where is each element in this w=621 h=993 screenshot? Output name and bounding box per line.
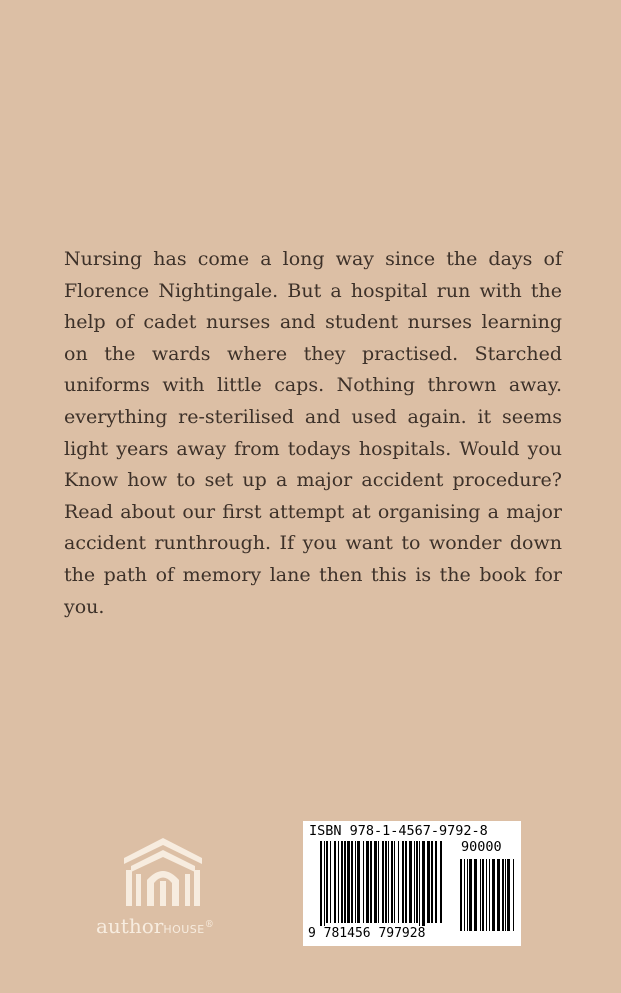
barcode-bar	[324, 841, 325, 931]
wordmark-author: author	[96, 914, 164, 938]
barcode-bar	[502, 859, 504, 931]
back-cover-blurb: Nursing has come a long way since the days of Florence Nightingale. But a hospital run with the help of cadet nurses and student nurses learning on the wards where they practised. Starched uniforms with little caps. Nothing thrown away. everything re-sterilised and used again. it seems light years away from todays hospitals. Would you Know how to set up a major accident procedure? Read about our first attempt at organising a major accident runthrough. If you want to wonder down the path of memory lane then this is the book for you.	[64, 248, 562, 618]
barcode-bar	[338, 841, 339, 923]
barcode-bar	[435, 841, 437, 923]
barcode-bar	[357, 841, 360, 923]
barcode-bar	[414, 841, 415, 923]
wordmark-house: HOUSE	[163, 923, 205, 936]
barcode-bar	[409, 841, 412, 923]
barcode-bar	[347, 841, 350, 923]
publisher-wordmark	[96, 914, 214, 938]
barcode-bar	[398, 841, 399, 923]
barcode-bar	[431, 841, 433, 923]
barcode-bar	[440, 841, 442, 923]
barcode-bar	[480, 859, 481, 931]
barcode-bar	[486, 859, 487, 931]
barcode-bar	[341, 841, 343, 923]
barcode-bar	[326, 841, 328, 923]
barcode-bar	[363, 841, 364, 923]
barcode-bar	[427, 841, 430, 923]
barcode-bar	[460, 859, 462, 931]
barcode-bar	[391, 841, 393, 923]
barcode-bar	[419, 841, 420, 931]
barcode-bar	[507, 859, 510, 931]
price-code: 90000	[461, 839, 502, 855]
barcode-bar	[355, 841, 356, 923]
barcode-bar	[505, 859, 506, 931]
barcode-bar	[334, 841, 336, 923]
barcode-bar	[422, 841, 425, 931]
barcode-bar	[378, 841, 379, 923]
authorhouse-building-icon	[120, 836, 206, 910]
barcode-bar	[388, 841, 389, 923]
barcode-bar	[402, 841, 404, 923]
barcode-bar	[344, 841, 346, 923]
barcode-bar	[416, 841, 418, 923]
barcode-bar	[489, 859, 490, 931]
ean-digits: 9 781456 797928	[308, 926, 426, 941]
barcode-bar	[513, 859, 514, 931]
barcode-bar	[366, 841, 369, 923]
barcode-bar	[330, 841, 331, 923]
barcode-bar	[482, 859, 484, 931]
barcode-bar	[467, 859, 468, 931]
barcode-bar	[320, 841, 322, 931]
isbn-barcode	[303, 821, 521, 946]
barcode-bar	[474, 859, 477, 931]
registered-mark: ®	[204, 920, 214, 930]
barcode-bar	[351, 841, 353, 923]
isbn-label: ISBN 978-1-4567-9792-8	[309, 823, 488, 839]
barcode-bar	[469, 859, 472, 931]
barcode-bar	[394, 841, 395, 923]
barcode-bar	[385, 841, 387, 923]
barcode-bar	[497, 859, 500, 931]
barcode-bar	[492, 859, 495, 931]
barcode-bar	[382, 841, 384, 923]
barcode-bar	[464, 859, 465, 931]
barcode-bar	[370, 841, 372, 923]
barcode-bar	[405, 841, 407, 923]
publisher-logo	[96, 836, 246, 940]
barcode-bar	[374, 841, 377, 923]
